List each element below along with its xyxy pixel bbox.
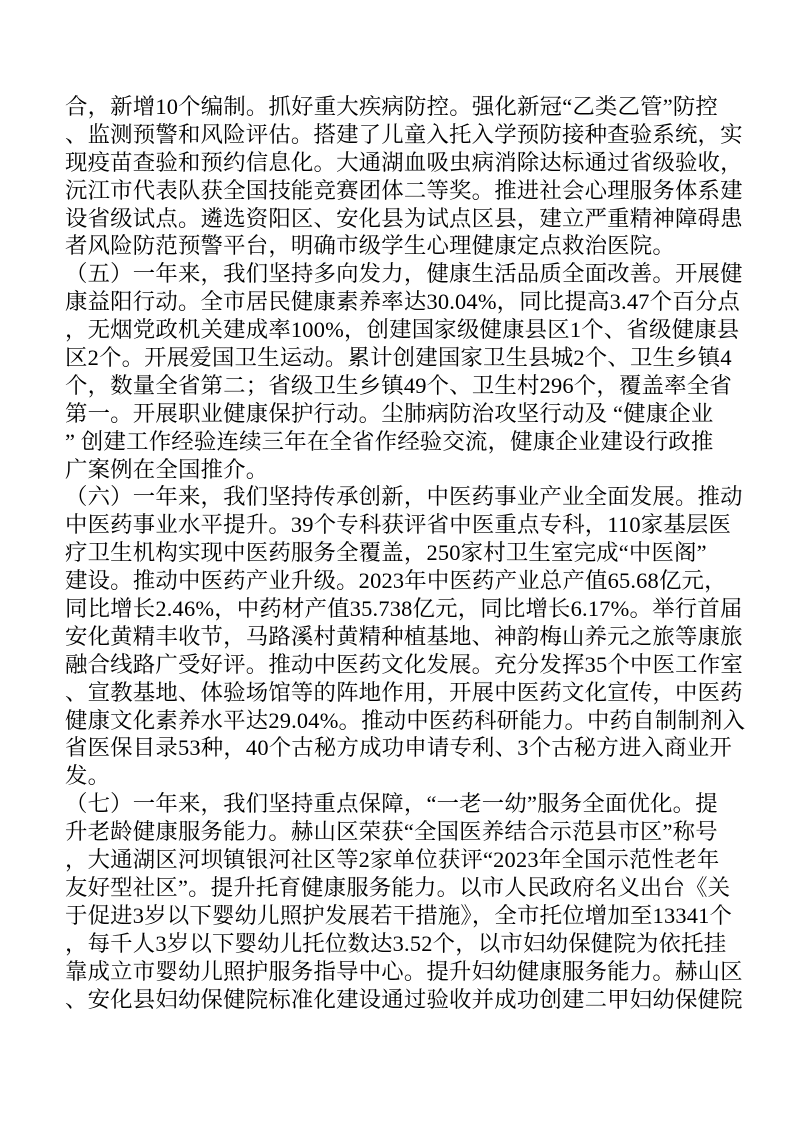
text-line: 健康文化素养水平达29.04%。推动中医药科研能力。中药自制制剂入 — [65, 707, 746, 733]
text-line: 中医药事业水平提升。39个专科获评省中医重点专科，110家基层医 — [65, 512, 732, 538]
text-line: 沅江市代表队获全国技能竞赛团体二等奖。推进社会心理服务体系建 — [65, 177, 743, 203]
text-line: 升老龄健康服务能力。赫山区荣获“全国医养结合示范县市区”称号 — [65, 819, 718, 845]
text-line: 同比增长2.46%，中药材产值35.738亿元，同比增长6.17%。举行首届 — [65, 596, 743, 622]
text-line: 融合线路广受好评。推动中医药文化发展。充分发挥35个中医工作室 — [65, 651, 743, 677]
text-line: 合，新增10个编制。抓好重大疾病防控。强化新冠“乙类乙管”防控 — [65, 94, 719, 119]
text-line: 于促进3岁以下婴幼儿照护发展若干措施》，全市托位增加至13341个 — [65, 902, 733, 928]
text-line: 省医保目录53种，40个古秘方成功申请专利、3个古秘方进入商业开 — [65, 735, 732, 761]
text-line: ” 创建工作经验连续三年在全省作经验交流，健康企业建设行政推 — [65, 428, 714, 454]
text-line: 广案例在全国推介。 — [65, 456, 269, 482]
text-line: ，无烟党政机关建成率100%，创建国家级健康县区1个、省级健康县 — [65, 317, 740, 343]
text-line: 建设。推动中医药产业升级。2023年中医药产业总产值65.68亿元， — [65, 568, 727, 594]
document-text-block — [65, 93, 753, 1013]
text-line: 、宣教基地、体验场馆等的阵地作用，开展中医药文化宣传，中医药 — [65, 679, 743, 705]
text-line: ，每千人3岁以下婴幼儿托位数达3.52个，以市妇幼保健院为依托挂 — [65, 930, 727, 956]
text-line: 、监测预警和风险评估。搭建了儿童入托入学预防接种查验系统，实 — [65, 121, 743, 147]
text-line: 设省级试点。遴选资阳区、安化县为试点区县，建立严重精神障碍患 — [65, 205, 743, 231]
text-line: 发。 — [65, 763, 111, 789]
text-line: 康益阳行动。全市居民健康素养率达30.04%，同比提高3.47个百分点 — [65, 289, 740, 315]
text-line: 现疫苗查验和预约信息化。大通湖血吸虫病消除达标通过省级验收， — [65, 149, 743, 175]
text-line: 疗卫生机构实现中医药服务全覆盖，250家村卫生室完成“中医阁” — [65, 540, 707, 566]
text-line: 安化黄精丰收节，马路溪村黄精种植基地、神韵梅山养元之旅等康旅 — [65, 623, 743, 649]
text-line: 区2个。开展爱国卫生运动。累计创建国家卫生县城2个、卫生乡镇4 — [65, 345, 732, 371]
text-line: 第一。开展职业健康保护行动。尘肺病防治攻坚行动及 “健康企业 — [65, 400, 714, 426]
text-line: ，大通湖区河坝镇银河社区等2家单位获评“2023年全国示范性老年 — [65, 847, 720, 873]
text-line: （六）一年来，我们坚持传承创新，中医药事业产业全面发展。推动 — [65, 484, 743, 510]
text-line: 、安化县妇幼保健院标准化建设通过验收并成功创建二甲妇幼保健院 — [65, 986, 743, 1012]
text-line: 个，数量全省第二；省级卫生乡镇49个、卫生村296个，覆盖率全省 — [65, 372, 732, 398]
text-line: （五）一年来，我们坚持多向发力，健康生活品质全面改善。开展健 — [65, 261, 743, 287]
text-line: （七）一年来，我们坚持重点保障，“一老一幼”服务全面优化。提 — [65, 791, 718, 817]
text-line: 靠成立市婴幼儿照护服务指导中心。提升妇幼健康服务能力。赫山区 — [65, 958, 743, 984]
text-line: 者风险防范预警平台，明确市级学生心理健康定点救治医院。 — [65, 233, 675, 259]
text-line: 友好型社区”。提升托育健康服务能力。以市人民政府名义出台《关 — [65, 874, 731, 900]
